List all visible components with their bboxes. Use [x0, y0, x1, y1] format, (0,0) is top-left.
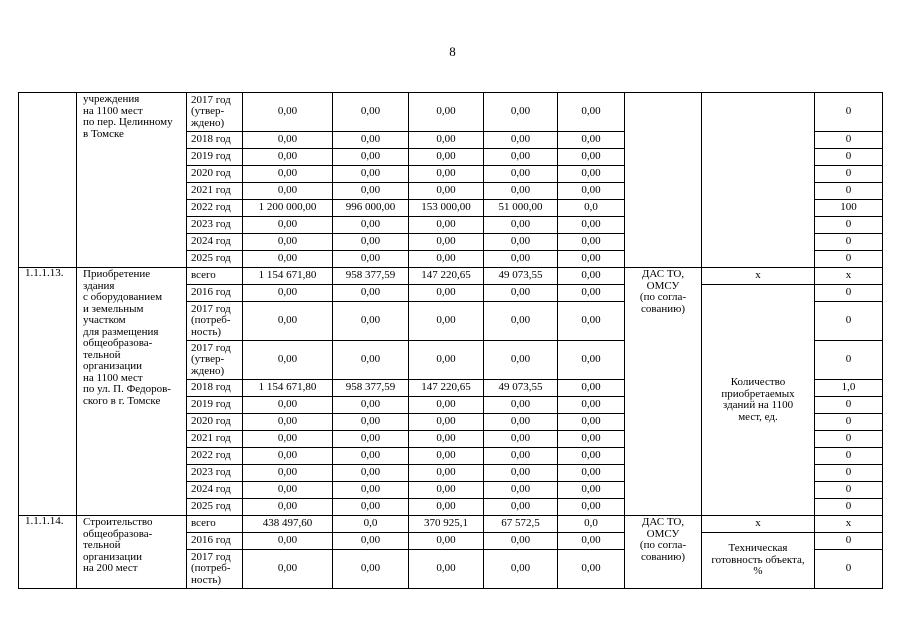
indicator-cell: x [702, 516, 815, 533]
amount-cell: 0,00 [484, 448, 558, 465]
amount-cell: 0,00 [409, 414, 484, 431]
amount-cell: 0,00 [243, 183, 333, 200]
amount-cell: 0,00 [558, 533, 625, 550]
year-cell: 2019 год [187, 397, 243, 414]
amount-cell: 0,00 [484, 397, 558, 414]
amount-cell: 0,00 [333, 533, 409, 550]
amount-cell: 147 220,65 [409, 268, 484, 285]
amount-cell: 0,00 [484, 414, 558, 431]
indicator-value-cell: 0 [815, 550, 883, 589]
year-cell: 2017 год (потреб- ность) [187, 302, 243, 341]
amount-cell: 0,00 [484, 533, 558, 550]
amount-cell: 0,00 [409, 465, 484, 482]
indicator-value-cell: x [815, 268, 883, 285]
amount-cell: 0,00 [484, 217, 558, 234]
indicator-value-cell: 0 [815, 414, 883, 431]
amount-cell: 0,00 [558, 397, 625, 414]
indicator-cell [702, 93, 815, 268]
amount-cell: 0,00 [243, 550, 333, 589]
table-row [19, 93, 883, 132]
amount-cell: 0,00 [409, 397, 484, 414]
amount-cell: 0,00 [558, 550, 625, 589]
amount-cell: 0,00 [409, 499, 484, 516]
amount-cell: 0,0 [558, 516, 625, 533]
amount-cell: 0,00 [243, 93, 333, 132]
amount-cell: 0,00 [333, 397, 409, 414]
amount-cell: 0,00 [333, 499, 409, 516]
amount-cell: 0,00 [558, 166, 625, 183]
indicator-value-cell: 0 [815, 93, 883, 132]
amount-cell: 0,00 [243, 414, 333, 431]
amount-cell: 0,00 [243, 431, 333, 448]
amount-cell: 0,00 [243, 302, 333, 341]
amount-cell: 0,00 [558, 217, 625, 234]
amount-cell: 0,00 [409, 93, 484, 132]
amount-cell: 0,00 [333, 217, 409, 234]
item-number-cell: 1.1.1.13. [19, 268, 77, 516]
item-name-cell: учреждения на 1100 мест по пер. Целинному в Томске [77, 93, 187, 268]
executor-cell: ДАС ТО, ОМСУ (по согла- сованию) [625, 516, 702, 589]
amount-cell: 0,00 [409, 183, 484, 200]
amount-cell: 996 000,00 [333, 200, 409, 217]
amount-cell: 0,00 [409, 285, 484, 302]
amount-cell: 0,00 [484, 482, 558, 499]
amount-cell: 0,00 [243, 234, 333, 251]
amount-cell: 0,00 [484, 341, 558, 380]
item-name-cell: Строительство общеобразова- тельной организации на 200 мест [77, 516, 187, 589]
amount-cell: 370 925,1 [409, 516, 484, 533]
amount-cell: 0,00 [409, 448, 484, 465]
amount-cell: 0,00 [484, 465, 558, 482]
amount-cell: 0,00 [484, 132, 558, 149]
indicator-value-cell: 0 [815, 149, 883, 166]
year-cell: 2022 год [187, 200, 243, 217]
amount-cell: 0,00 [558, 234, 625, 251]
year-cell: 2020 год [187, 166, 243, 183]
amount-cell: 0,00 [558, 251, 625, 268]
amount-cell: 0,00 [409, 234, 484, 251]
item-number-cell: 1.1.1.14. [19, 516, 77, 589]
indicator-value-cell: 0 [815, 217, 883, 234]
amount-cell: 0,00 [484, 285, 558, 302]
amount-cell: 0,00 [558, 380, 625, 397]
amount-cell: 0,00 [243, 397, 333, 414]
amount-cell: 0,00 [409, 251, 484, 268]
amount-cell: 0,00 [558, 183, 625, 200]
indicator-value-cell: x [815, 516, 883, 533]
amount-cell: 0,00 [333, 414, 409, 431]
year-cell: 2017 год (утвер- ждено) [187, 341, 243, 380]
indicator-value-cell: 0 [815, 234, 883, 251]
amount-cell: 0,00 [484, 251, 558, 268]
table-row [19, 268, 883, 285]
year-cell: 2025 год [187, 251, 243, 268]
amount-cell: 49 073,55 [484, 268, 558, 285]
amount-cell: 0,00 [409, 166, 484, 183]
year-cell: 2019 год [187, 149, 243, 166]
amount-cell: 0,00 [558, 302, 625, 341]
amount-cell: 0,00 [558, 448, 625, 465]
amount-cell: 0,00 [558, 93, 625, 132]
table-row [19, 516, 883, 533]
amount-cell: 0,00 [409, 132, 484, 149]
indicator-value-cell: 0 [815, 302, 883, 341]
amount-cell: 438 497,60 [243, 516, 333, 533]
amount-cell: 0,00 [558, 341, 625, 380]
item-name-cell: Приобретение здания с оборудованием и земельным участком для размещения общеобразова- тельной организации на 1100 мест по ул. П. Федоров- ского в г. Томске [77, 268, 187, 516]
amount-cell: 1 200 000,00 [243, 200, 333, 217]
indicator-value-cell: 100 [815, 200, 883, 217]
amount-cell: 0,00 [333, 341, 409, 380]
year-cell: 2018 год [187, 380, 243, 397]
amount-cell: 0,00 [333, 550, 409, 589]
year-cell: 2023 год [187, 217, 243, 234]
budget-table [18, 92, 883, 589]
amount-cell: 0,00 [333, 183, 409, 200]
executor-cell [625, 93, 702, 268]
amount-cell: 0,00 [558, 132, 625, 149]
amount-cell: 1 154 671,80 [243, 380, 333, 397]
indicator-value-cell: 0 [815, 251, 883, 268]
indicator-value-cell: 0 [815, 431, 883, 448]
amount-cell: 0,00 [409, 341, 484, 380]
amount-cell: 0,00 [243, 149, 333, 166]
indicator-value-cell: 0 [815, 397, 883, 414]
amount-cell: 0,00 [333, 482, 409, 499]
indicator-value-cell: 0 [815, 166, 883, 183]
amount-cell: 0,00 [409, 482, 484, 499]
amount-cell: 0,00 [484, 149, 558, 166]
amount-cell: 0,00 [484, 234, 558, 251]
indicator-value-cell: 0 [815, 465, 883, 482]
amount-cell: 0,00 [484, 93, 558, 132]
item-number-cell [19, 93, 77, 268]
amount-cell: 0,00 [243, 285, 333, 302]
amount-cell: 0,00 [409, 550, 484, 589]
amount-cell: 0,00 [409, 302, 484, 341]
amount-cell: 0,00 [243, 217, 333, 234]
year-cell: 2017 год (потреб- ность) [187, 550, 243, 589]
amount-cell: 0,00 [558, 482, 625, 499]
indicator-cell: x [702, 268, 815, 285]
amount-cell: 0,00 [558, 414, 625, 431]
amount-cell: 0,00 [333, 93, 409, 132]
indicator-value-cell: 0 [815, 132, 883, 149]
amount-cell: 0,00 [333, 166, 409, 183]
amount-cell: 1 154 671,80 [243, 268, 333, 285]
amount-cell: 51 000,00 [484, 200, 558, 217]
year-cell: 2018 год [187, 132, 243, 149]
amount-cell: 0,00 [558, 149, 625, 166]
amount-cell: 0,00 [558, 465, 625, 482]
amount-cell: 0,00 [243, 482, 333, 499]
year-cell: 2025 год [187, 499, 243, 516]
amount-cell: 0,0 [558, 200, 625, 217]
amount-cell: 67 572,5 [484, 516, 558, 533]
amount-cell: 0,00 [333, 448, 409, 465]
indicator-value-cell: 0 [815, 285, 883, 302]
year-cell: 2020 год [187, 414, 243, 431]
amount-cell: 0,00 [558, 499, 625, 516]
amount-cell: 958 377,59 [333, 380, 409, 397]
amount-cell: 0,00 [484, 166, 558, 183]
amount-cell: 0,00 [558, 285, 625, 302]
amount-cell: 0,00 [243, 499, 333, 516]
amount-cell: 0,00 [558, 268, 625, 285]
amount-cell: 0,00 [333, 302, 409, 341]
indicator-value-cell: 0 [815, 482, 883, 499]
amount-cell: 0,00 [333, 465, 409, 482]
indicator-value-cell: 1,0 [815, 380, 883, 397]
year-cell: 2024 год [187, 234, 243, 251]
indicator-value-cell: 0 [815, 448, 883, 465]
year-cell: всего [187, 268, 243, 285]
amount-cell: 0,0 [333, 516, 409, 533]
amount-cell: 0,00 [333, 149, 409, 166]
amount-cell: 0,00 [558, 431, 625, 448]
page-number: 8 [449, 44, 456, 59]
amount-cell: 0,00 [409, 149, 484, 166]
indicator-value-cell: 0 [815, 183, 883, 200]
year-cell: 2016 год [187, 533, 243, 550]
year-cell: 2017 год (утвер- ждено) [187, 93, 243, 132]
amount-cell: 0,00 [484, 550, 558, 589]
amount-cell: 153 000,00 [409, 200, 484, 217]
amount-cell: 0,00 [243, 341, 333, 380]
year-cell: 2021 год [187, 183, 243, 200]
executor-cell: ДАС ТО, ОМСУ (по согла- сованию) [625, 268, 702, 516]
year-cell: 2023 год [187, 465, 243, 482]
indicator-cell: Количество приобретаемых зданий на 1100 мест, ед. [702, 285, 815, 516]
amount-cell: 0,00 [243, 166, 333, 183]
amount-cell: 147 220,65 [409, 380, 484, 397]
year-cell: 2021 год [187, 431, 243, 448]
year-cell: 2024 год [187, 482, 243, 499]
indicator-value-cell: 0 [815, 341, 883, 380]
indicator-cell: Техническая готовность объекта, % [702, 533, 815, 589]
amount-cell: 0,00 [243, 465, 333, 482]
amount-cell: 0,00 [333, 132, 409, 149]
amount-cell: 0,00 [333, 234, 409, 251]
amount-cell: 49 073,55 [484, 380, 558, 397]
indicator-value-cell: 0 [815, 499, 883, 516]
amount-cell: 0,00 [484, 302, 558, 341]
year-cell: всего [187, 516, 243, 533]
amount-cell: 0,00 [484, 499, 558, 516]
amount-cell: 0,00 [243, 533, 333, 550]
amount-cell: 0,00 [333, 431, 409, 448]
amount-cell: 0,00 [243, 448, 333, 465]
amount-cell: 0,00 [243, 251, 333, 268]
year-cell: 2016 год [187, 285, 243, 302]
amount-cell: 0,00 [333, 285, 409, 302]
indicator-value-cell: 0 [815, 533, 883, 550]
year-cell: 2022 год [187, 448, 243, 465]
amount-cell: 0,00 [484, 431, 558, 448]
amount-cell: 958 377,59 [333, 268, 409, 285]
amount-cell: 0,00 [243, 132, 333, 149]
amount-cell: 0,00 [409, 533, 484, 550]
amount-cell: 0,00 [333, 251, 409, 268]
amount-cell: 0,00 [409, 431, 484, 448]
amount-cell: 0,00 [484, 183, 558, 200]
amount-cell: 0,00 [409, 217, 484, 234]
